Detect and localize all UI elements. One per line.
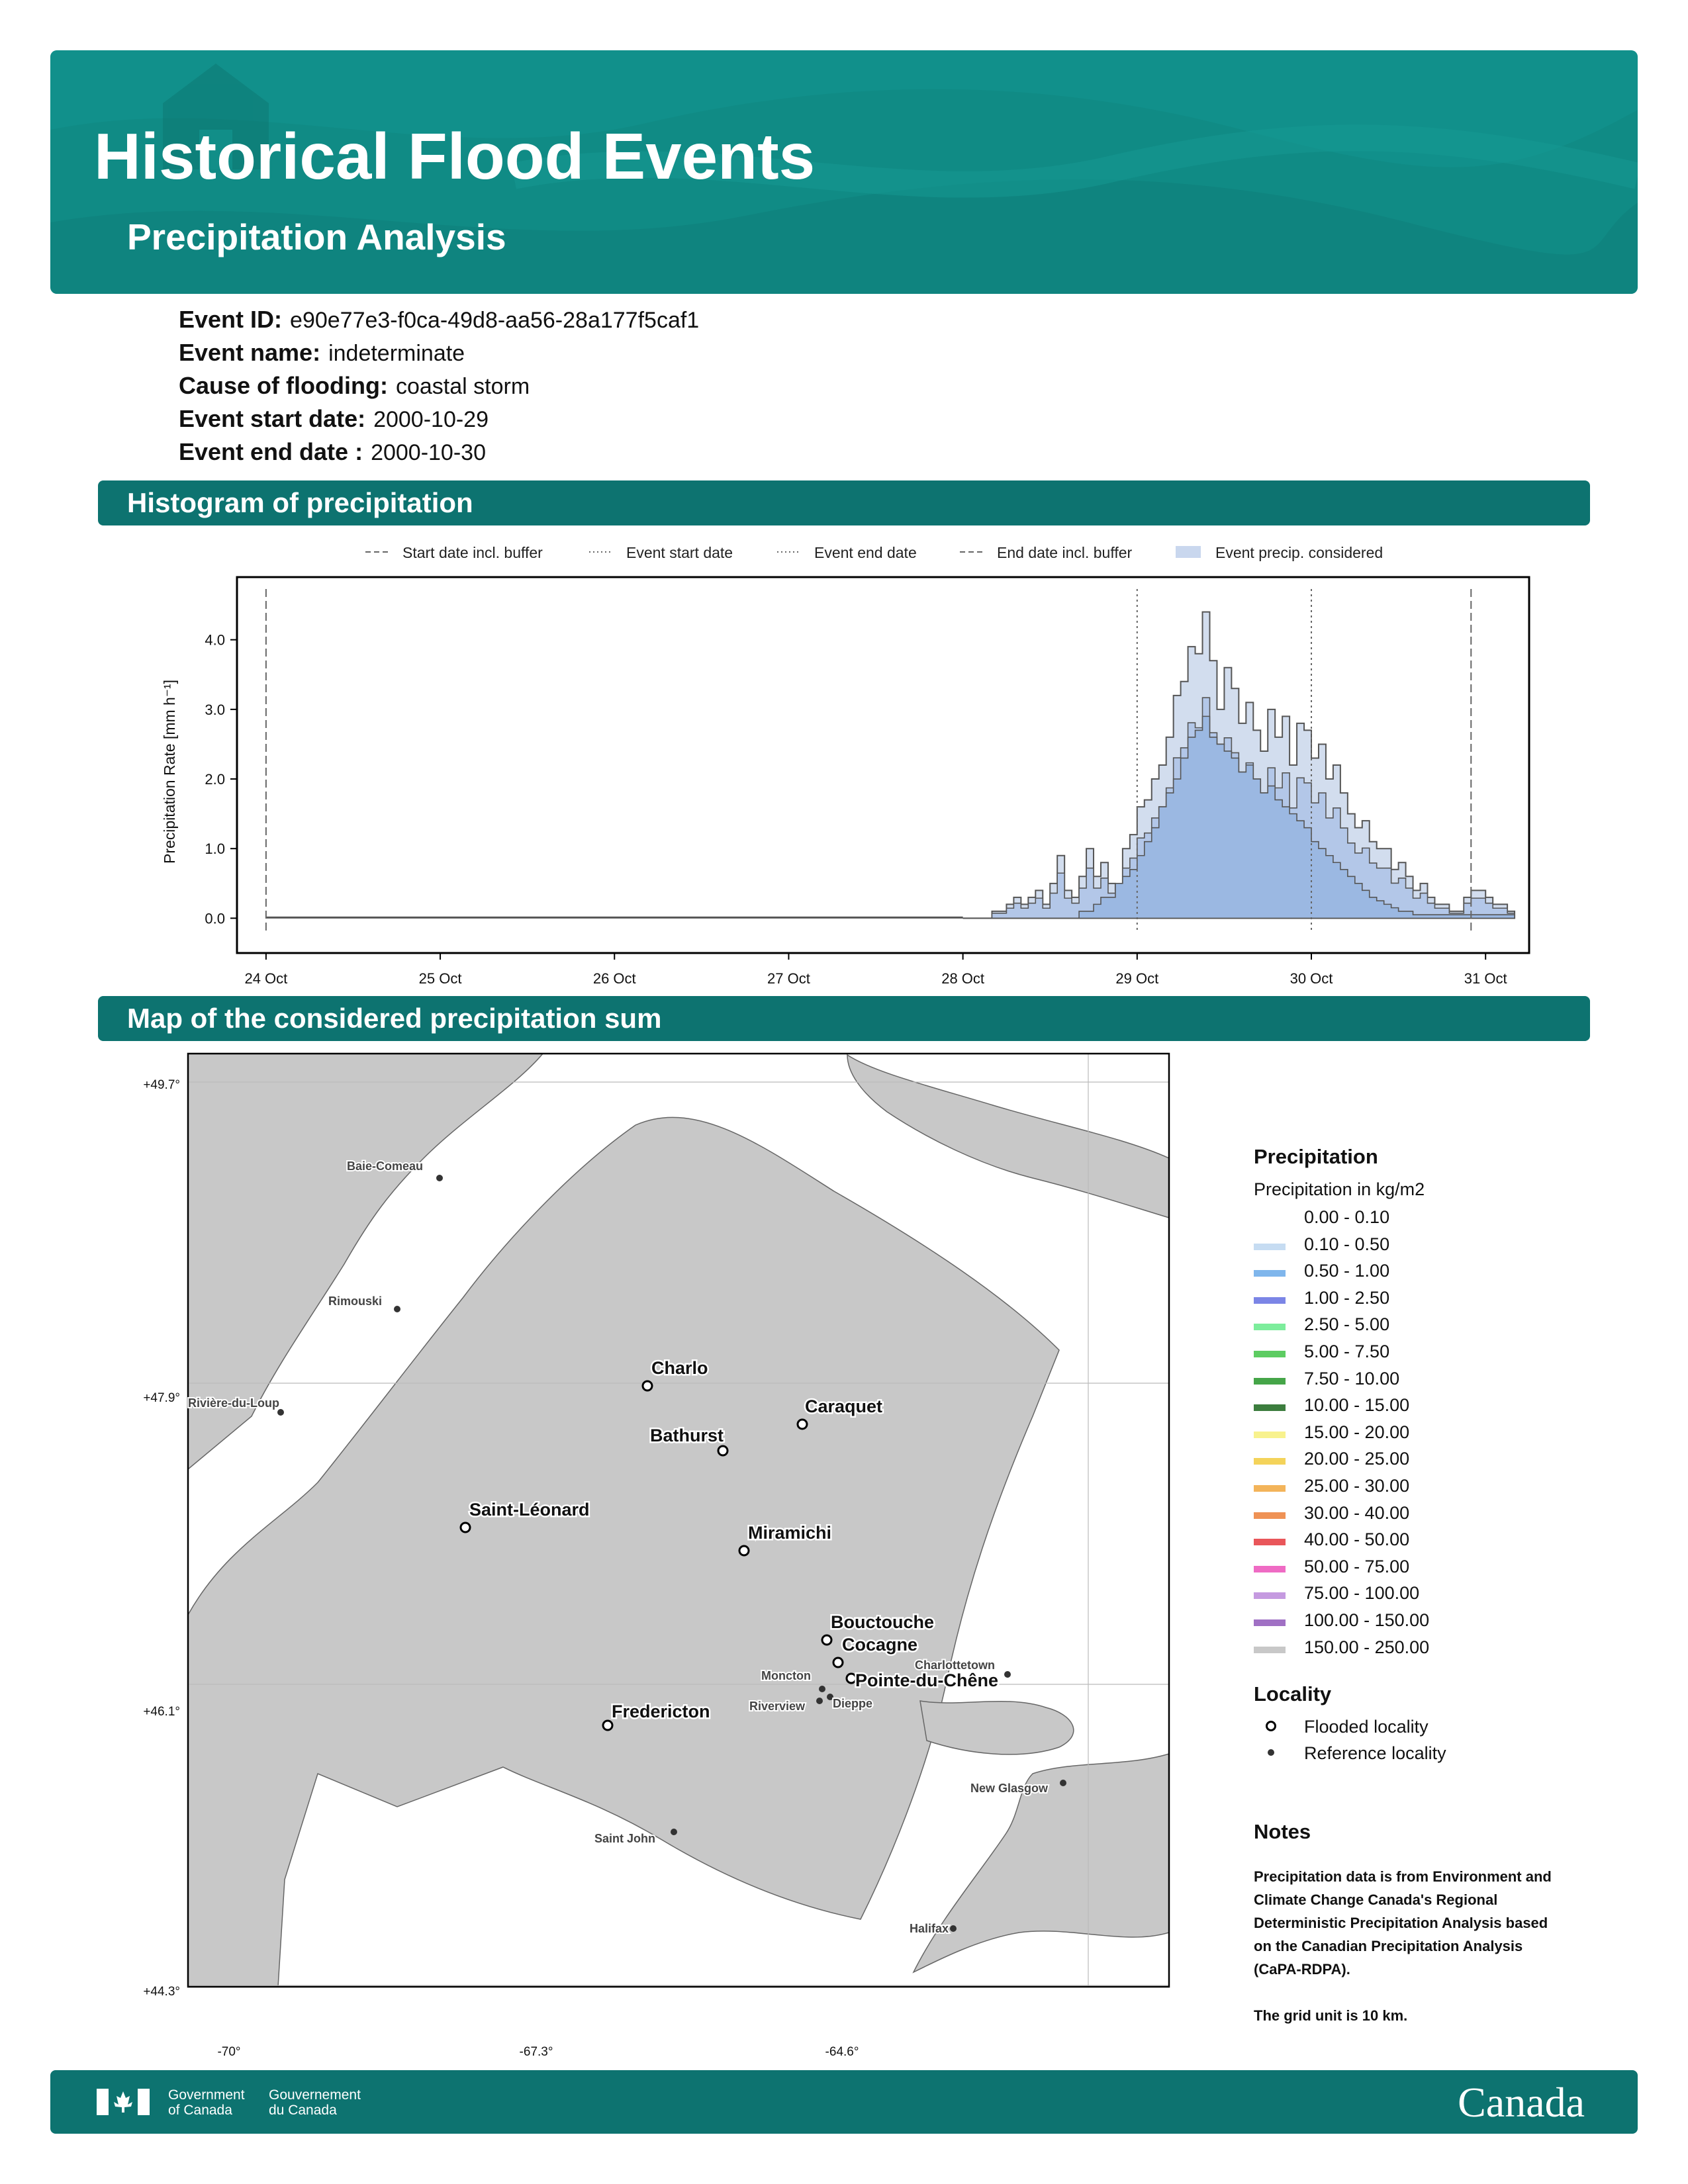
locality-legend-title: Locality bbox=[1254, 1682, 1332, 1706]
event-value: 2000-10-30 bbox=[371, 440, 486, 465]
legend-class-label: 40.00 - 50.00 bbox=[1304, 1529, 1410, 1550]
notes-line: Climate Change Canada's Regional bbox=[1254, 1891, 1498, 1908]
flooded-label: Pointe-du-Chêne bbox=[855, 1670, 998, 1690]
event-row bbox=[179, 372, 530, 400]
y-tick-label: 3.0 bbox=[205, 701, 225, 718]
legend-swatch bbox=[1254, 1297, 1286, 1304]
event-row bbox=[179, 339, 465, 367]
notes-line: Deterministic Precipitation Analysis based bbox=[1254, 1915, 1548, 1931]
legend-class-label: 20.00 - 25.00 bbox=[1304, 1449, 1410, 1469]
reference-label: Rivière-du-Loup bbox=[188, 1396, 279, 1410]
legend-swatch bbox=[1254, 1539, 1286, 1545]
event-row bbox=[179, 438, 486, 466]
flooded-label: Bathurst bbox=[650, 1426, 724, 1445]
reference-marker bbox=[277, 1409, 284, 1416]
flooded-marker bbox=[718, 1446, 727, 1455]
x-tick-label: 31 Oct bbox=[1464, 970, 1507, 987]
legend-class-label: 30.00 - 40.00 bbox=[1304, 1502, 1410, 1523]
reference-marker bbox=[1004, 1671, 1011, 1678]
gov-en-line-2: of Canada bbox=[168, 2103, 232, 2118]
legend-class-label: 2.50 - 5.00 bbox=[1304, 1314, 1390, 1335]
x-tick-label: 25 Oct bbox=[418, 970, 462, 987]
gov-fr-line-1: Gouvernement bbox=[269, 2087, 361, 2103]
legend-swatch bbox=[1254, 1647, 1286, 1653]
legend-class-label: 150.00 - 250.00 bbox=[1304, 1637, 1430, 1657]
event-label: Event start date: bbox=[179, 405, 366, 432]
event-value: 2000-10-29 bbox=[373, 407, 489, 432]
notes-body bbox=[1254, 1865, 1552, 2027]
event-label: Event end date : bbox=[179, 438, 363, 465]
flooded-label: Saint-Léonard bbox=[469, 1500, 590, 1520]
legend-class-label: 0.00 - 0.10 bbox=[1304, 1207, 1390, 1227]
legend-considered-swatch bbox=[1176, 546, 1201, 558]
notes-line: Precipitation data is from Environment and bbox=[1254, 1868, 1552, 1885]
event-label: Cause of flooding: bbox=[179, 372, 388, 399]
legend-swatch bbox=[1254, 1270, 1286, 1277]
reference-marker bbox=[671, 1829, 677, 1835]
legend-swatch bbox=[1254, 1432, 1286, 1438]
y-tick-label: 0.0 bbox=[205, 910, 225, 927]
legend-swatch bbox=[1254, 1619, 1286, 1626]
reference-label: Saint John bbox=[594, 1832, 656, 1845]
legend-swatch bbox=[1254, 1592, 1286, 1599]
event-row bbox=[179, 306, 699, 334]
legend-class-label: 0.10 - 0.50 bbox=[1304, 1234, 1390, 1254]
legend-swatch bbox=[1254, 1512, 1286, 1519]
flooded-marker bbox=[798, 1420, 807, 1429]
flooded-label: Charlo bbox=[651, 1358, 708, 1378]
reference-label: Halifax bbox=[910, 1922, 949, 1935]
reference-marker bbox=[816, 1698, 823, 1704]
legend-start-buffer: Start date incl. buffer bbox=[402, 544, 543, 561]
gov-en-line-1: Government bbox=[168, 2087, 245, 2103]
legend-event-start: Event start date bbox=[626, 544, 733, 561]
legend-swatch bbox=[1254, 1458, 1286, 1465]
notes-line: The grid unit is 10 km. bbox=[1254, 2007, 1408, 2024]
notes-line bbox=[1254, 1981, 1552, 2004]
legend-class-label: 7.50 - 10.00 bbox=[1304, 1368, 1400, 1388]
event-label: Event name: bbox=[179, 339, 321, 366]
reference-marker bbox=[950, 1925, 957, 1932]
page-title: Historical Flood Events bbox=[94, 120, 816, 193]
flooded-label: Fredericton bbox=[612, 1702, 710, 1721]
reference-marker bbox=[1060, 1780, 1066, 1786]
reference-locality-label: Reference locality bbox=[1304, 1743, 1446, 1763]
x-tick-label: 29 Oct bbox=[1115, 970, 1159, 987]
legend-class-label: 15.00 - 20.00 bbox=[1304, 1422, 1410, 1442]
notes-line: (CaPA-RDPA). bbox=[1254, 1961, 1350, 1978]
legend-class-label: 5.00 - 7.50 bbox=[1304, 1342, 1390, 1361]
lon-label: -70° bbox=[217, 2045, 241, 2059]
x-tick-label: 24 Oct bbox=[244, 970, 288, 987]
reference-label: New Glasgow bbox=[970, 1782, 1049, 1795]
event-value: indeterminate bbox=[328, 341, 465, 366]
y-tick-label: 1.0 bbox=[205, 841, 225, 858]
flooded-marker bbox=[461, 1523, 470, 1532]
flooded-locality-label: Flooded locality bbox=[1304, 1717, 1429, 1737]
flooded-label: Bouctouche bbox=[831, 1612, 935, 1632]
precipitation-histogram bbox=[152, 569, 1556, 993]
x-tick-label: 27 Oct bbox=[767, 970, 810, 987]
event-value: coastal storm bbox=[395, 374, 530, 399]
legend-swatch bbox=[1254, 1378, 1286, 1385]
x-tick-label: 26 Oct bbox=[592, 970, 636, 987]
event-label: Event ID: bbox=[179, 306, 283, 333]
histogram-section-title: Histogram of precipitation bbox=[98, 480, 1590, 525]
legend-swatch bbox=[1254, 1244, 1286, 1250]
reference-label: Moncton bbox=[761, 1669, 811, 1682]
reference-label: Dieppe bbox=[833, 1697, 873, 1710]
notes-line: on the Canadian Precipitation Analysis bbox=[1254, 1938, 1523, 1954]
y-axis-label: Precipitation Rate [mm h⁻¹] bbox=[161, 679, 178, 864]
legend-considered: Event precip. considered bbox=[1215, 544, 1383, 561]
lon-label: -64.6° bbox=[825, 2045, 859, 2059]
reference-locality-icon bbox=[1264, 1746, 1278, 1759]
lon-label: -67.3° bbox=[519, 2045, 553, 2059]
footer-bar bbox=[50, 2070, 1638, 2134]
legend-event-end: Event end date bbox=[814, 544, 917, 561]
flooded-locality-icon bbox=[1264, 1719, 1278, 1733]
reference-marker bbox=[394, 1306, 400, 1312]
legend-class-label: 75.00 - 100.00 bbox=[1304, 1583, 1420, 1604]
reference-marker bbox=[819, 1686, 825, 1692]
flooded-label: Cocagne bbox=[842, 1635, 918, 1655]
page-subtitle: Precipitation Analysis bbox=[127, 216, 506, 257]
event-value: e90e77e3-f0ca-49d8-aa56-28a177f5caf1 bbox=[290, 308, 700, 333]
reference-label: Baie-Comeau bbox=[347, 1160, 424, 1173]
lat-label: +47.9° bbox=[143, 1391, 180, 1405]
legend-end-buffer: End date incl. buffer bbox=[997, 544, 1133, 561]
y-tick-label: 4.0 bbox=[205, 631, 225, 649]
map-section-title: Map of the considered precipitation sum bbox=[98, 996, 1590, 1041]
reference-label: Charlottetown bbox=[915, 1659, 995, 1672]
reference-label: Rimouski bbox=[328, 1295, 383, 1308]
gov-fr-line-2: du Canada bbox=[269, 2103, 337, 2118]
map-legend-title: Precipitation bbox=[1254, 1145, 1378, 1168]
flooded-label: Miramichi bbox=[748, 1523, 832, 1543]
legend-class-label: 1.00 - 2.50 bbox=[1304, 1287, 1390, 1308]
lat-label: +49.7° bbox=[143, 1078, 180, 1092]
map-legend-subtitle: Precipitation in kg/m2 bbox=[1254, 1179, 1425, 1199]
x-tick-label: 30 Oct bbox=[1289, 970, 1333, 987]
reference-label: Riverview bbox=[749, 1700, 806, 1713]
reference-marker bbox=[436, 1175, 443, 1181]
notes-title: Notes bbox=[1254, 1820, 1311, 1843]
flooded-marker bbox=[603, 1721, 612, 1730]
flooded-marker bbox=[833, 1658, 843, 1667]
header-banner bbox=[50, 50, 1638, 294]
legend-class-label: 0.50 - 1.00 bbox=[1304, 1261, 1390, 1281]
lat-label: +44.3° bbox=[143, 1985, 180, 1999]
x-tick-label: 28 Oct bbox=[941, 970, 985, 987]
y-tick-label: 2.0 bbox=[205, 771, 225, 788]
flooded-marker bbox=[822, 1635, 831, 1645]
legend-swatch bbox=[1254, 1485, 1286, 1492]
legend-class-label: 10.00 - 15.00 bbox=[1304, 1395, 1410, 1416]
gov-fr bbox=[269, 2087, 361, 2118]
legend-class-label: 25.00 - 30.00 bbox=[1304, 1476, 1410, 1496]
lat-label: +46.1° bbox=[143, 1705, 180, 1719]
canada-wordmark: Canada bbox=[1458, 2079, 1585, 2126]
legend-swatch bbox=[1254, 1216, 1286, 1223]
flooded-marker bbox=[739, 1546, 749, 1555]
gov-en bbox=[168, 2087, 245, 2118]
canada-flag-icon bbox=[97, 2089, 150, 2115]
precipitation-map bbox=[0, 1046, 1192, 2065]
legend-class-label: 100.00 - 150.00 bbox=[1304, 1610, 1430, 1630]
flooded-marker bbox=[643, 1381, 652, 1390]
legend-swatch bbox=[1254, 1324, 1286, 1330]
flooded-marker bbox=[847, 1674, 856, 1683]
flooded-label: Caraquet bbox=[805, 1396, 883, 1416]
legend-swatch bbox=[1254, 1566, 1286, 1572]
legend-class-label: 50.00 - 75.00 bbox=[1304, 1556, 1410, 1576]
legend-swatch bbox=[1254, 1404, 1286, 1411]
event-row bbox=[179, 405, 489, 433]
legend-swatch bbox=[1254, 1351, 1286, 1357]
